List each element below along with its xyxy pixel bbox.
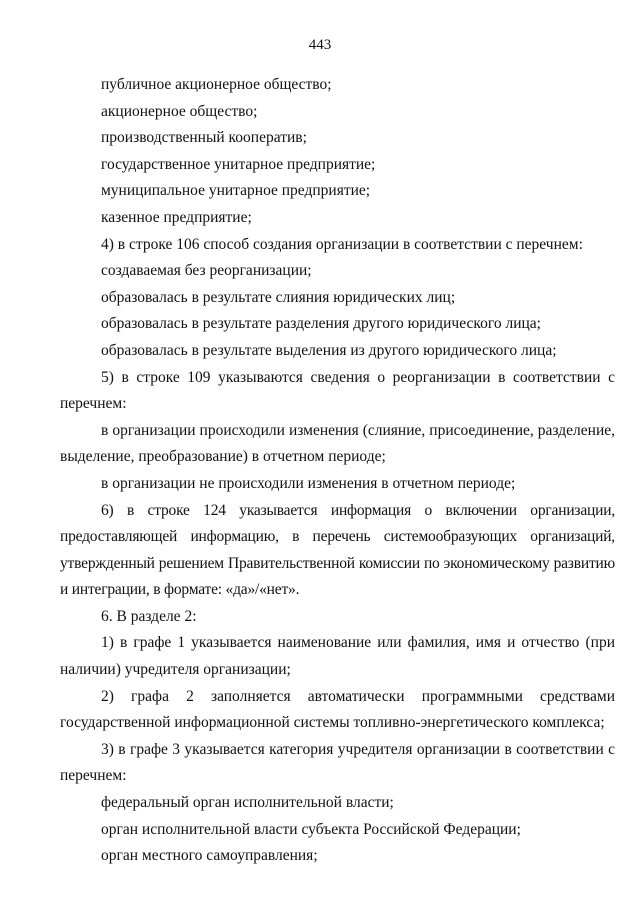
list-item-federal-body: федеральный орган исполнительной власти;: [101, 794, 394, 812]
list-item-treasury: казенное предприятие;: [101, 208, 252, 226]
section-heading-2: 6. В разделе 2:: [101, 607, 197, 625]
list-item-municipal-unitary: муниципальное унитарное предприятие;: [101, 182, 371, 200]
list-item-public-jsc: публичное акционерное общество;: [101, 76, 332, 93]
paragraph-item-5: 5) в строке 109 указываются сведения о реорганизации в соответствии с перечнем:: [60, 368, 615, 413]
list-item-no-reorganization: создаваемая без реорганизации;: [101, 262, 312, 280]
body-text: [60, 72, 615, 870]
list-item-merger: образовалась в результате слияния юридических лиц;: [101, 288, 456, 306]
paragraph-column-1: 1) в графе 1 указывается наименование или фамилия, имя и отчество (при наличии) учредителя организации;: [60, 634, 615, 679]
list-item-no-changes: в организации не происходили изменения в отчетном периоде;: [101, 474, 516, 492]
page-number: 443: [308, 37, 332, 53]
list-item-changes-occurred: в организации происходили изменения (слияние, присоединение, разделение, выделение, преобразование) в отчетном периоде;: [60, 421, 615, 466]
list-item-cooperative: производственный кооператив;: [101, 129, 307, 147]
list-item-local-government: орган местного самоуправления;: [101, 847, 318, 865]
list-item-jsc: акционерное общество;: [101, 102, 258, 120]
list-item-state-unitary: государственное унитарное предприятие;: [101, 155, 376, 173]
paragraph-item-6: 6) в строке 124 указывается информация о включении организации, предоставляющей информацию, в перечень системообразующих организаций, утвержденный решением Правительственной комиссии по экономическому развитию и интеграции, в формате: «да»/«нет».: [60, 501, 615, 599]
list-item-spin-off: образовалась в результате выделения из другого юридического лица;: [101, 341, 557, 359]
paragraph-column-2: 2) графа 2 заполняется автоматически программными средствами государственной информационной системы топливно-энергетического комплекса;: [60, 687, 615, 732]
paragraph-column-3: 3) в графе 3 указывается категория учредителя организации в соответствии с перечнем:: [60, 740, 615, 785]
paragraph-item-4: 4) в строке 106 способ создания организации в соответствии с перечнем:: [101, 235, 583, 253]
list-item-regional-body: орган исполнительной власти субъекта Российской Федерации;: [101, 820, 521, 838]
list-item-division: образовалась в результате разделения другого юридического лица;: [101, 315, 541, 333]
